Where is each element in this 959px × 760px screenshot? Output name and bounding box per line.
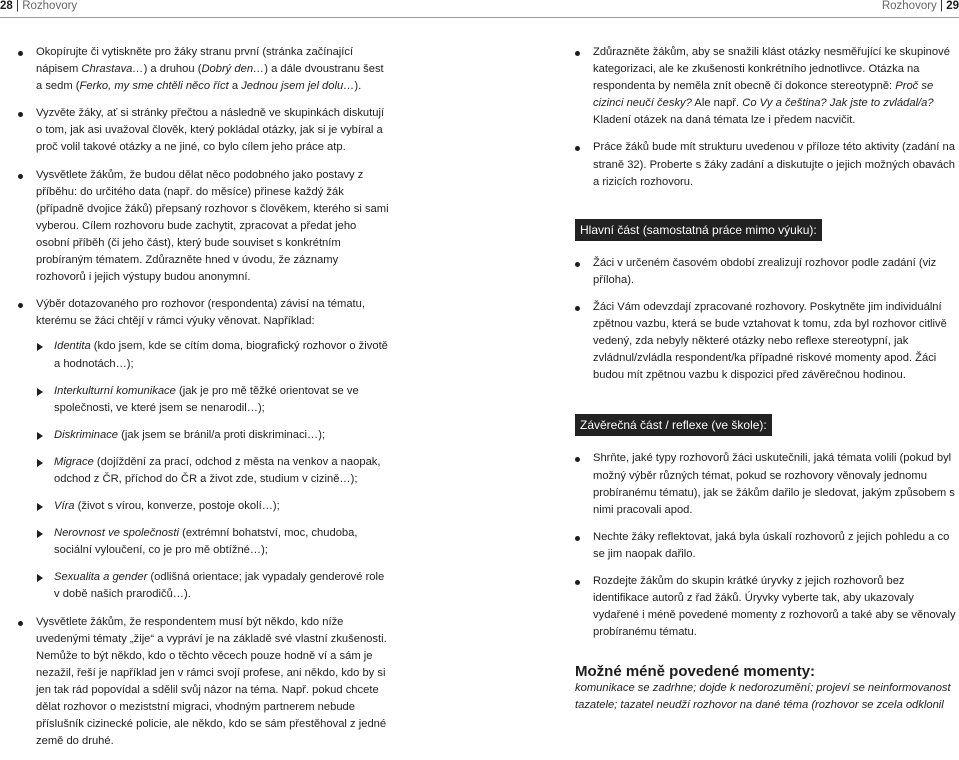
page-number-right: 29: [946, 0, 959, 12]
topic-item: Migrace (dojíždění za prací, odchod z města na venkov a naopak, odchod z ČR, příchod do ČR a život zde, studium v cizině…);: [36, 454, 390, 488]
instruction-summarize: Shrňte, jaké typy rozhovorů žáci uskutečnili, jaká témata volili (pokud byl možný výběr různých témat, pokud se rozhovory věnovaly jednomu probíranému tématu), jak se žákům dařilo je sledovat, jakým způsobem s nimi pracovali apod.: [575, 450, 957, 518]
instruction-read-discuss: Vyzvěte žáky, ať si stránky přečtou a následně ve skupinkách diskutují o tom, jak asi uvažoval člověk, který pokládal otázky, jak si je vybíral a proč volil takové otázky a ne jiné, co bylo cílem jeho práce atp.: [18, 105, 390, 156]
topic-item: Sexualita a gender (odlišná orientace; jak vypadaly genderové role v době našich prarodičů…).: [36, 569, 390, 603]
header-left: [0, 0, 77, 13]
header-right: [882, 0, 959, 13]
main-part-heading: Hlavní část (samostatná práce mimo výuku):: [575, 219, 822, 241]
header-separator-right: |: [940, 0, 943, 12]
topic-item: Nerovnost ve společnosti (extrémní bohatství, moc, chudoba, sociální vyloučení, co je pro mě obtížné…);: [36, 525, 390, 559]
final-part-heading: Závěrečná část / reflexe (ve škole):: [575, 414, 772, 436]
left-column: [18, 44, 390, 760]
topic-item: Diskriminace (jak jsem se bránil/a proti diskriminaci…);: [36, 427, 390, 444]
topic-list: [36, 338, 390, 603]
instruction-respondent-choice: Výběr dotazovaného pro rozhovor (respondenta) závisí na tématu, kterému se žáci chtějí v rámci výuky věnovat. Například: Identita (kdo jsem, kde se cítím doma, biografický rozhovor o životě a hodnotách…); Interkulturní komunikace (jak je pro mě těžké orientovat se ve společnosti, ve které jsem se nenarodil…); Diskriminace (jak jsem se bránil/a proti diskriminaci…); Migrace (dojíždění za prací, odchod z města na venkov a naopak, odchod z ČR, příchod do ČR a život zde, studium v cizině…); Víra (život s vírou, konverze, postoje okolí…); Nerovnost ve společnosti (extrémní bohatství, moc, chudoba, sociální vyloučení, co je pro mě obtížné…); Sexualita a gender (odlišná orientace; jak vypadaly genderové role v době našich prarodičů…).: [18, 296, 390, 603]
right-column: [575, 44, 957, 715]
topic-item: Víra (život s vírou, konverze, postoje okolí…);: [36, 498, 390, 515]
instruction-conduct-interview: Žáci v určeném časovém období zrealizují rozhovor podle zadání (viz přílohа).: [575, 255, 957, 289]
instruction-copy-pages: Okopírujte či vytiskněte pro žáky stranu první (stránka začínající nápisem Chrastava…) a druhou (Dobrý den…) a dále dvoustranu šest a sedm (Ferko, my sme chtěli něco říct a Jednou jsem jel dolu…).: [18, 44, 390, 95]
instructions-list: [18, 44, 390, 750]
topic-item: Identita (kdo jsem, kde se cítím doma, biografický rozhovor o životě a hodnotách…);: [36, 338, 390, 372]
misconceptions-text: komunikace se zadrhne; dojde k nedorozumění; projeví se neinformovanost tazatele; tazatel neudží rozhovor na dané téma (rozhovor se zcela odklonil: [575, 682, 951, 712]
section-title-left: Rozhovory: [22, 0, 78, 12]
misconceptions-heading: Možné méně povedené momenty:: [575, 663, 816, 681]
section-title-right: Rozhovory: [881, 0, 937, 12]
page-header: [0, 0, 959, 18]
header-rule: [0, 17, 959, 18]
instruction-reflect: Nechte žáky reflektovat, jaká byla úskalí rozhovorů z jejich pohledu a co se jim naopak dařilo.: [575, 529, 957, 563]
instruction-question-style: Zdůrazněte žákům, aby se snažili klást otázky nesměřující ke skupinové kategorizaci, ale ke zkušenosti konkrétního jednotlivce. Otázka na respondenta by neměla znít obecně či dokonce stereotypně: Proč se cizinci neučí česky? Ale např. Co Vy a čeština? Jak jste to zvládal/a? Kladení otázek na daná témata lze i předem nacvičit.: [575, 44, 957, 129]
preparation-list: [575, 44, 957, 191]
header-separator-left: |: [16, 0, 19, 12]
instruction-respondent-experience: Vysvětlete žákům, že respondentem musí být někdo, kdo níže uvedenými tématy „žije“ a vypráví je na základě své vlastní zkušenosti. Nemůže to být někdo, kdo o těchto věcech pouze hodně ví a sám je nezažil, řeší je například jen v rámci svojí profese, ani někdo, kdo by si jen tak rád popovídal a sdělil svůj názor na téma. Např. pokud chcete dělat rozhovor o meziststní migraci, vhodným partnerem nebude příslušník cizinecké policie, ale někdo, kdo se sám přestěhoval z jedné země do druhé.: [18, 614, 390, 751]
final-part-list: [575, 450, 957, 641]
instruction-explain-task: Vysvětlete žákům, že budou dělat něco podobného jako postavy z příběhu: do určitého data (např. do měsíce) přinese každý žák (případně dvojice žáků) přepsaný rozhovor s člověkem, kterého si sami vyberou. Cílem rozhovoru bude zachytit, zpracovat a předat jeho osobní příběh (či jeho část), který bude souviset s konkrétním probíraným tématem. Zdůrazněte hned v úvodu, že záznamy rozhovorů i jejich výstupy budou anonymní.: [18, 167, 390, 287]
instruction-structure: Práce žáků bude mít strukturu uvedenou v příloze této aktivity (zadání na straně 32). Proberte s žáky zadání a diskutujte o jejich možných obavách a rizicích rozhovoru.: [575, 139, 957, 190]
page-number-left: 28: [0, 0, 13, 12]
main-part-list: [575, 255, 957, 385]
topic-item: Interkulturní komunikace (jak je pro mě těžké orientovat se ve společnosti, ve které jsem se nenarodil…);: [36, 383, 390, 417]
instruction-feedback: Žáci Vám odevzdají zpracované rozhovory. Poskytněte jim individuální zpětnou vazbu, která se bude vztahovat k tomu, zda byl rozhovor citlivě vedený, zda nebyly některé otázky nebo reflexe stereotypní, jak zvládnul/zvládla respondent/ka případné riskové momenty apod. Žáci budou mít zpětnou vazbu k dispozici před závěrečnou hodinou.: [575, 299, 957, 384]
instruction-excerpts: Rozdejte žákům do skupin krátké úryvky z jejich rozhovorů bez identifikace autorů z řad žáků. Úryvky vyberte tak, aby ukazovaly vydařené i méně povedené momenty z rozhovorů a také aby se věnovaly probíranému tématu.: [575, 573, 957, 641]
